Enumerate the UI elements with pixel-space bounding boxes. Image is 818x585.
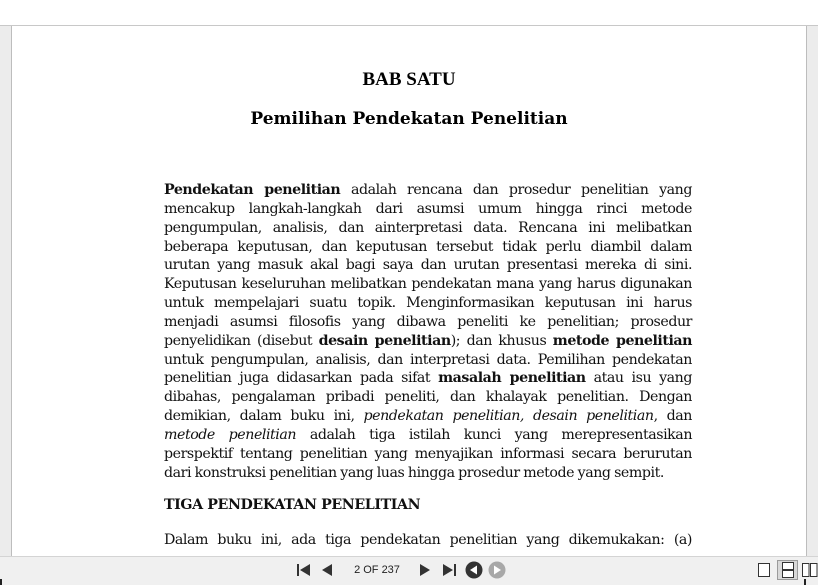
single-page-view-button[interactable] xyxy=(756,560,772,580)
left-edge-mark xyxy=(0,579,2,585)
continuous-view-icon xyxy=(781,562,795,578)
two-page-view-button[interactable] xyxy=(801,560,818,580)
body-paragraph-2 xyxy=(164,531,692,550)
paragraph-1-segment-bold: metode penelitian xyxy=(552,332,692,349)
previous-page-button[interactable] xyxy=(318,561,336,579)
paragraph-1-segment-normal: ); dan khusus xyxy=(450,332,553,349)
paragraph-1-segment-normal: adalah tiga istilah kunci yang merepresentasikan perspektif tentang penelitian yang menyajikan informasi secara berurutan dari konstruksi penelitian yang luas hingga prosedur metode yang sempit. xyxy=(164,426,693,481)
page-indicator[interactable]: 2 OF 237 xyxy=(354,564,400,576)
first-page-button[interactable] xyxy=(295,561,313,579)
right-edge-mark xyxy=(804,579,806,585)
next-page-icon xyxy=(418,563,432,577)
paragraph-1-segment-normal: , dan xyxy=(653,408,692,425)
two-page-view-icon xyxy=(802,563,818,577)
continuous-view-button[interactable] xyxy=(777,560,798,580)
history-forward-icon xyxy=(488,561,506,579)
paragraph-1 xyxy=(164,181,692,483)
last-page-button[interactable] xyxy=(440,561,458,579)
body-paragraph xyxy=(164,181,692,483)
paragraph-1-segment-italic: pendekatan penelitian, desain penelitian xyxy=(363,408,654,425)
paragraph-1-segment-normal: atau isu yang dibahas, pengalaman pribadi peneliti, dan khalayak penelitian. Dengan demikian, dalam buku ini, xyxy=(164,370,692,425)
top-strip xyxy=(0,0,818,26)
paragraph-1-segment-normal: adalah rencana dan prosedur penelitian yang mencakup langkah-langkah dari asumsi umum hingga rinci metode pengumpulan, analisis, dan ainterpretasi data. Rencana ini melibatkan beberapa keputusan, dan keputusan tersebut tidak perlu diambil dalam urutan yang masuk akal bagi saya dan urutan presentasi mereka di sini. Keputusan keseluruhan melibatkan pendekatan mana yang harus digunakan untuk mempelajari suatu topik. Menginformasikan keputusan ini harus menjadi asumsi filosofis yang dibawa peneliti ke penelitian; prosedur penyelidikan (disebut xyxy=(164,182,692,349)
paragraph-2-first-line: Dalam buku ini, ada tiga pendekatan penelitian yang dikemukakan: (a) xyxy=(164,532,692,548)
last-page-icon xyxy=(441,563,457,577)
paragraph-1-segment-bold: masalah penelitian xyxy=(438,370,586,387)
paragraph-1-segment-normal: untuk pengumpulan, analisis, dan interpretasi data. Pemilihan pendekatan penelitian juga didasarkan pada sifat xyxy=(164,351,692,387)
chapter-subtitle: Pemilihan Pendekatan Penelitian xyxy=(250,109,568,129)
paragraph-1-segment-italic: metode penelitian xyxy=(164,426,297,443)
first-page-icon xyxy=(296,563,312,577)
single-page-view-icon xyxy=(758,563,770,577)
next-page-button[interactable] xyxy=(416,561,434,579)
page-navigation-toolbar xyxy=(0,556,818,585)
section-heading: TIGA PENDEKATAN PENELITIAN xyxy=(164,497,421,513)
previous-page-icon xyxy=(320,563,334,577)
chapter-title: BAB SATU xyxy=(362,69,456,90)
paragraph-1-segment-bold: Pendekatan penelitian xyxy=(164,182,341,198)
history-forward-button[interactable] xyxy=(488,561,506,579)
paragraph-1-segment-bold: desain penelitian xyxy=(318,332,451,349)
history-back-icon xyxy=(465,561,483,579)
document-page xyxy=(11,26,807,556)
history-back-button[interactable] xyxy=(465,561,483,579)
